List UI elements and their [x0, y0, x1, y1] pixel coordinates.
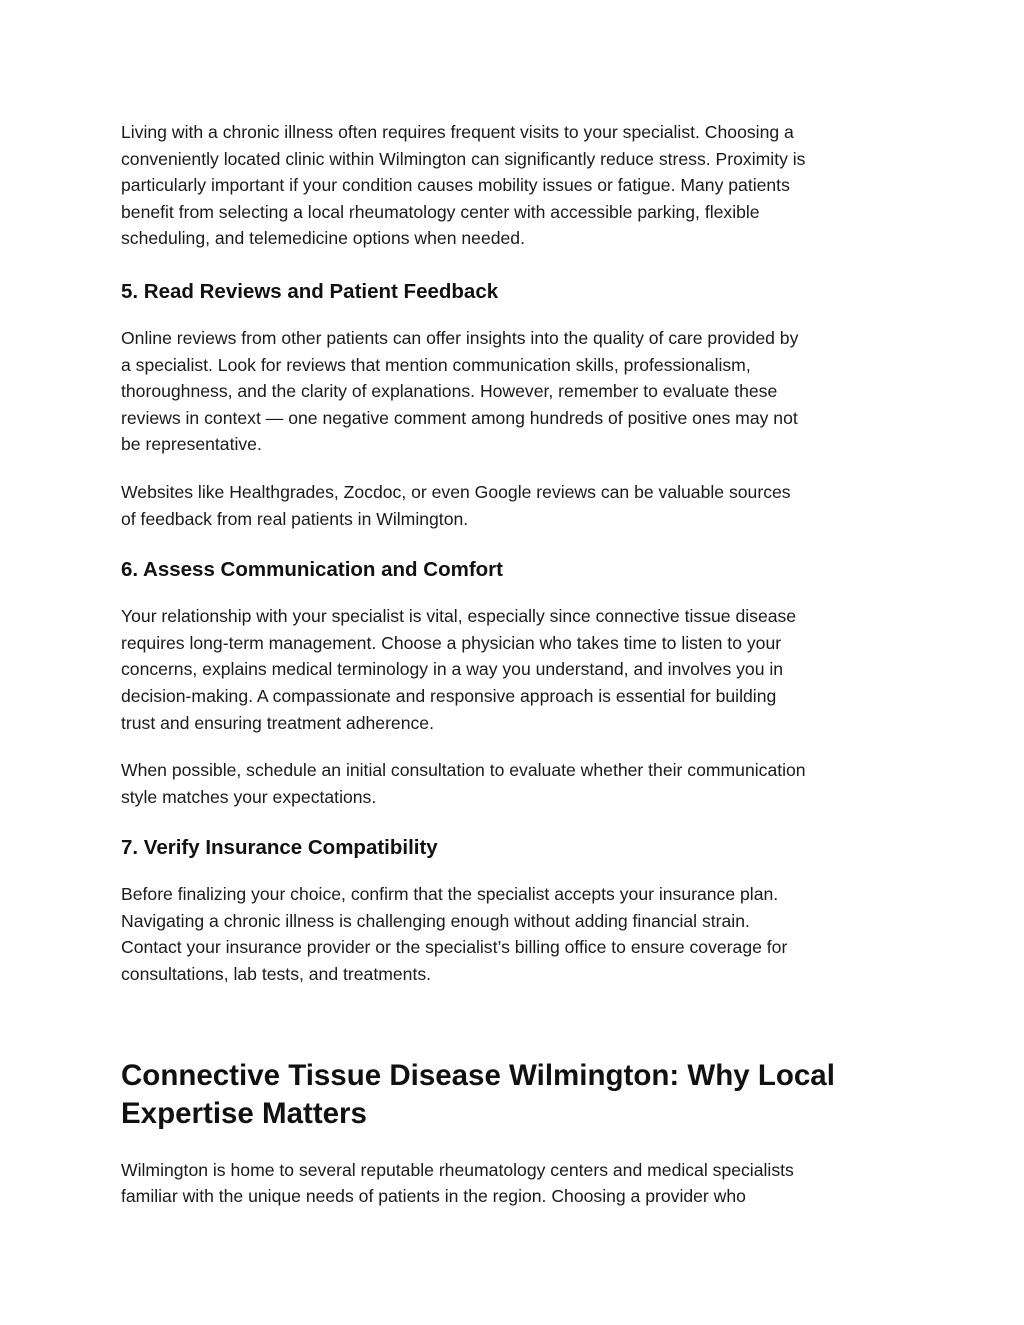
paragraph-line: familiar with the unique needs of patients in the region. Choosing a provider who — [121, 1186, 746, 1207]
consultation-paragraph — [121, 757, 911, 810]
intro-paragraph — [121, 119, 911, 252]
paragraph-line: Contact your insurance provider or the specialist’s billing office to ensure coverage for — [121, 937, 788, 958]
paragraph-line: When possible, schedule an initial consultation to evaluate whether their communication — [121, 760, 806, 781]
communication-paragraph — [121, 603, 911, 736]
paragraph-line: particularly important if your condition causes mobility issues or fatigue. Many patients — [121, 175, 790, 196]
paragraph-line: of feedback from real patients in Wilmington. — [121, 508, 469, 529]
paragraph-line: Websites like Healthgrades, Zocdoc, or even Google reviews can be valuable sources — [121, 481, 791, 502]
paragraph-line: Living with a chronic illness often requires frequent visits to your specialist. Choosing a — [121, 122, 794, 142]
paragraph-line: be representative. — [121, 434, 262, 455]
review-sources-paragraph — [121, 479, 911, 532]
paragraph-line: Wilmington is home to several reputable rheumatology centers and medical specialists — [121, 1159, 794, 1180]
paragraph-line: reviews in context — one negative comment among hundreds of positive ones may not — [121, 407, 798, 428]
paragraph-line: conveniently located clinic within Wilmington can significantly reduce stress. Proximity is — [121, 148, 806, 169]
heading-line: Expertise Matters — [121, 1096, 367, 1130]
paragraph-line: concerns, explains medical terminology in a way you understand, and involves you in — [121, 659, 784, 680]
paragraph-line: requires long-term management. Choose a physician who takes time to listen to your — [121, 632, 782, 653]
paragraph-line: a specialist. Look for reviews that mention communication skills, professionalism, — [121, 354, 751, 375]
paragraph-line: benefit from selecting a local rheumatology center with accessible parking, flexible — [121, 201, 760, 222]
section-heading-communication: 6. Assess Communication and Comfort — [121, 558, 503, 582]
paragraph-line: trust and ensuring treatment adherence. — [121, 712, 434, 733]
section-heading-reviews: 5. Read Reviews and Patient Feedback — [121, 279, 499, 303]
article-heading-local-expertise — [121, 1057, 911, 1133]
paragraph-line: Before finalizing your choice, confirm that the specialist accepts your insurance plan. — [121, 884, 779, 905]
paragraph-line: scheduling, and telemedicine options when needed. — [121, 228, 525, 249]
paragraph-line: Online reviews from other patients can offer insights into the quality of care provided by — [121, 327, 799, 348]
paragraph-line: thoroughness, and the clarity of explanations. However, remember to evaluate these — [121, 381, 778, 402]
section-heading-insurance: 7. Verify Insurance Compatibility — [121, 836, 438, 860]
local-expertise-paragraph — [121, 1157, 911, 1210]
paragraph-line: consultations, lab tests, and treatments. — [121, 964, 432, 985]
paragraph-line: decision-making. A compassionate and responsive approach is essential for building — [121, 685, 777, 706]
paragraph-line: Your relationship with your specialist is vital, especially since connective tissue disease — [121, 606, 797, 627]
heading-line: Connective Tissue Disease Wilmington: Why Local — [121, 1058, 835, 1092]
insurance-paragraph — [121, 881, 911, 987]
paragraph-line: Navigating a chronic illness is challenging enough without adding financial strain. — [121, 910, 750, 931]
document-page — [121, 119, 911, 1210]
reviews-paragraph — [121, 325, 911, 458]
paragraph-line: style matches your expectations. — [121, 786, 377, 807]
